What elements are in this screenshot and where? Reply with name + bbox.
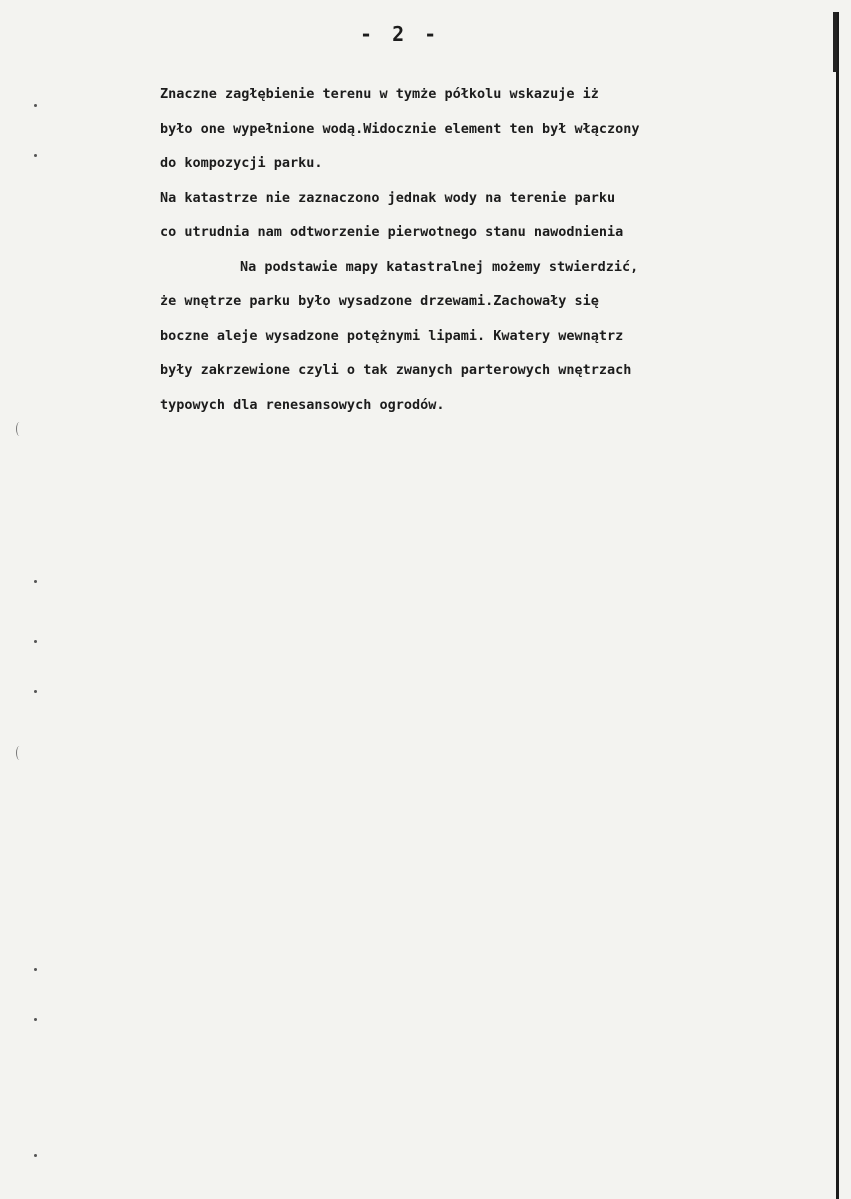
page-edge-mark (833, 12, 837, 72)
margin-mark (34, 968, 37, 971)
text-line: Na katastrze nie zaznaczono jednak wody na terenie parku (160, 189, 616, 206)
margin-mark (34, 154, 37, 157)
margin-mark (34, 104, 37, 107)
text-line: było one wypełnione wodą.Widocznie element ten był włączony (160, 120, 640, 137)
text-line: Znaczne zagłębienie terenu w tymże półkolu wskazuje iż (160, 86, 599, 102)
text-line: były zakrzewione czyli o tak zwanych parterowych wnętrzach (160, 362, 632, 378)
page-number: - 2 - (360, 22, 441, 46)
text-line: boczne aleje wysadzone potężnymi lipami. Kwatery wewnątrz (160, 327, 624, 344)
margin-mark (34, 640, 37, 643)
text-line: co utrudnia nam odtworzenie pierwotnego stanu nawodnienia (160, 224, 624, 240)
margin-mark (34, 1018, 37, 1021)
text-line: że wnętrze parku było wysadzone drzewami.Zachowały się (160, 293, 599, 309)
text-line: Na podstawie mapy katastralnej możemy stwierdzić, (240, 258, 639, 275)
page-edge-line (836, 12, 839, 1199)
document-body (160, 77, 800, 422)
margin-bracket-mark (16, 422, 23, 436)
margin-bracket-mark (16, 746, 23, 760)
text-line: typowych dla renesansowych ogrodów. (160, 396, 445, 413)
margin-mark (34, 690, 37, 693)
text-line: do kompozycji parku. (160, 155, 323, 171)
margin-mark (34, 1154, 37, 1157)
margin-mark (34, 580, 37, 583)
